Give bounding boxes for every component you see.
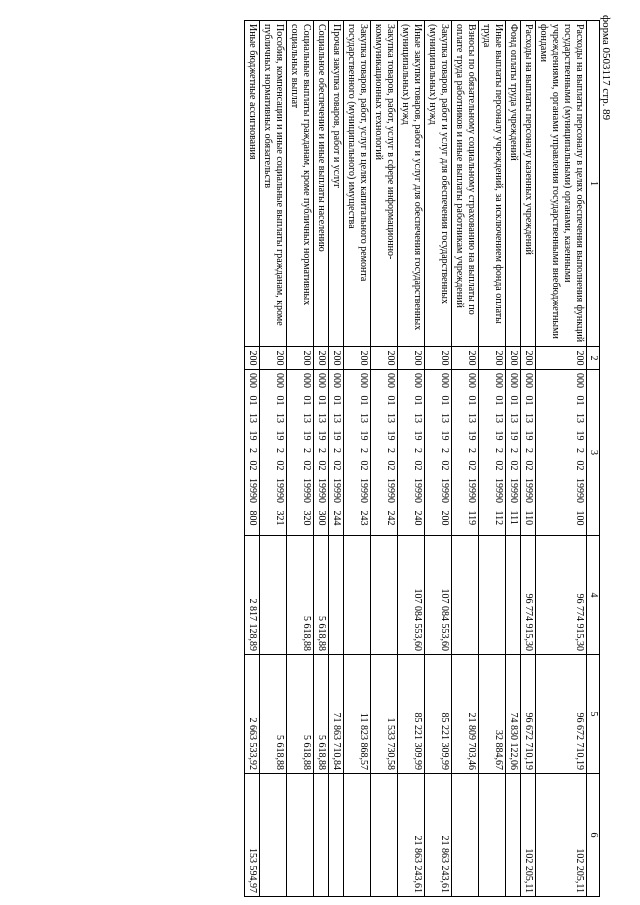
row-name-cell: Иные бюджетные ассигнования — [245, 21, 260, 347]
line-code-cell: 200 — [452, 347, 479, 370]
unexecuted-amount-cell — [506, 774, 521, 897]
approved-amount-cell — [371, 536, 398, 655]
approved-amount-cell: 2 817 128,89 — [245, 536, 260, 655]
form-label: форма 0503117 стр. 89 — [600, 15, 612, 121]
row-name-cell: Расходы на выплаты персоналу казенных учреждений — [521, 21, 536, 347]
unexecuted-amount-cell — [260, 774, 287, 897]
unexecuted-amount-cell — [344, 774, 371, 897]
approved-amount-cell: 5 618,88 — [314, 536, 329, 655]
budget-code-cell: 000 01 13 19 2 02 19990 320 — [287, 370, 314, 536]
executed-amount-cell: 5 618,88 — [287, 655, 314, 774]
table-row — [245, 21, 260, 897]
budget-code-cell: 000 01 13 19 2 02 19990 300 — [314, 370, 329, 536]
row-name-cell: Закупка товаров, работ, услуг в целях капитального ремонта государственного (муниципального) имущества — [344, 21, 371, 347]
unexecuted-amount-cell: 102 205,11 — [521, 774, 536, 897]
column-header: 6 — [587, 774, 600, 897]
table-row — [536, 21, 587, 897]
line-code-cell: 200 — [260, 347, 287, 370]
budget-code-cell: 000 01 13 19 2 02 19990 100 — [536, 370, 587, 536]
row-name-cell: Иные закупки товаров, работ и услуг для обеспечения государственных (муниципальных) нужд — [398, 21, 425, 347]
executed-amount-cell: 96 672 710,19 — [536, 655, 587, 774]
budget-code-cell: 000 01 13 19 2 02 19990 800 — [245, 370, 260, 536]
approved-amount-cell — [260, 536, 287, 655]
table-row — [287, 21, 314, 897]
approved-amount-cell: 96 774 915,30 — [521, 536, 536, 655]
unexecuted-amount-cell — [479, 774, 506, 897]
row-name-cell: Расходы на выплаты персоналу в целях обеспечения выполнения функций государственными (муниципальными) органами, казенными учреждениями, органами управления государственными внебюджетными фондами — [536, 21, 587, 347]
column-number-row — [587, 21, 600, 897]
table-row — [506, 21, 521, 897]
column-header: 5 — [587, 655, 600, 774]
executed-amount-cell: 21 809 703,46 — [452, 655, 479, 774]
table-row — [398, 21, 425, 897]
row-name-cell: Прочая закупка товаров, работ и услуг — [329, 21, 344, 347]
line-code-cell: 200 — [314, 347, 329, 370]
row-name-cell: Пособия, компенсации и иные социальные выплаты гражданам, кроме публичных нормативных обязательств — [260, 21, 287, 347]
approved-amount-cell — [506, 536, 521, 655]
row-name-cell: Социальные выплаты гражданам, кроме публичных нормативных социальных выплат — [287, 21, 314, 347]
line-code-cell: 200 — [344, 347, 371, 370]
approved-amount-cell — [452, 536, 479, 655]
unexecuted-amount-cell: 21 863 243,61 — [398, 774, 425, 897]
budget-code-cell: 000 01 13 19 2 02 19990 244 — [329, 370, 344, 536]
approved-amount-cell: 107 084 553,60 — [425, 536, 452, 655]
unexecuted-amount-cell — [371, 774, 398, 897]
executed-amount-cell: 5 618,88 — [314, 655, 329, 774]
line-code-cell: 200 — [506, 347, 521, 370]
column-header: 2 — [587, 347, 600, 370]
executed-amount-cell: 32 884,67 — [479, 655, 506, 774]
table-row — [452, 21, 479, 897]
row-name-cell: Взносы по обязательному социальному страхованию на выплаты по оплате труда работников и иные выплаты работникам учреждений — [452, 21, 479, 347]
table-row — [371, 21, 398, 897]
unexecuted-amount-cell — [287, 774, 314, 897]
table-body — [245, 21, 587, 897]
unexecuted-amount-cell: 21 863 243,61 — [425, 774, 452, 897]
approved-amount-cell — [329, 536, 344, 655]
table-row — [425, 21, 452, 897]
unexecuted-amount-cell: 102 205,11 — [536, 774, 587, 897]
budget-code-cell: 000 01 13 19 2 02 19990 240 — [398, 370, 425, 536]
executed-amount-cell: 5 618,88 — [260, 655, 287, 774]
unexecuted-amount-cell: 153 594,97 — [245, 774, 260, 897]
unexecuted-amount-cell — [314, 774, 329, 897]
executed-amount-cell: 2 663 533,92 — [245, 655, 260, 774]
report-page — [70, 20, 600, 893]
line-code-cell: 200 — [371, 347, 398, 370]
budget-code-cell: 000 01 13 19 2 02 19990 242 — [371, 370, 398, 536]
approved-amount-cell — [479, 536, 506, 655]
column-header: 3 — [587, 370, 600, 536]
row-name-cell: Закупка товаров, работ и услуг для обеспечения государственных (муниципальных) нужд — [425, 21, 452, 347]
table-row — [344, 21, 371, 897]
line-code-cell: 200 — [287, 347, 314, 370]
table-row — [260, 21, 287, 897]
table-row — [521, 21, 536, 897]
approved-amount-cell — [344, 536, 371, 655]
executed-amount-cell: 71 863 710,84 — [329, 655, 344, 774]
line-code-cell: 200 — [536, 347, 587, 370]
approved-amount-cell: 5 618,88 — [287, 536, 314, 655]
line-code-cell: 200 — [479, 347, 506, 370]
budget-code-cell: 000 01 13 19 2 02 19990 321 — [260, 370, 287, 536]
line-code-cell: 200 — [425, 347, 452, 370]
unexecuted-amount-cell — [452, 774, 479, 897]
executed-amount-cell: 1 533 730,58 — [371, 655, 398, 774]
unexecuted-amount-cell — [329, 774, 344, 897]
expenditure-table — [244, 20, 600, 897]
line-code-cell: 200 — [245, 347, 260, 370]
row-name-cell: Фонд оплаты труда учреждений — [506, 21, 521, 347]
executed-amount-cell: 74 830 122,06 — [506, 655, 521, 774]
executed-amount-cell: 85 221 309,99 — [425, 655, 452, 774]
column-header: 4 — [587, 536, 600, 655]
approved-amount-cell: 107 084 553,60 — [398, 536, 425, 655]
executed-amount-cell: 11 823 868,57 — [344, 655, 371, 774]
budget-code-cell: 000 01 13 19 2 02 19990 200 — [425, 370, 452, 536]
approved-amount-cell: 96 774 915,30 — [536, 536, 587, 655]
table-row — [479, 21, 506, 897]
budget-code-cell: 000 01 13 19 2 02 19990 110 — [521, 370, 536, 536]
table-row — [314, 21, 329, 897]
line-code-cell: 200 — [329, 347, 344, 370]
budget-code-cell: 000 01 13 19 2 02 19990 112 — [479, 370, 506, 536]
row-name-cell: Закупка товаров, работ, услуг в сфере информационно-коммуникационных технологий — [371, 21, 398, 347]
column-header: 1 — [587, 21, 600, 347]
budget-code-cell: 000 01 13 19 2 02 19990 111 — [506, 370, 521, 536]
executed-amount-cell: 96 672 710,19 — [521, 655, 536, 774]
budget-code-cell: 000 01 13 19 2 02 19990 119 — [452, 370, 479, 536]
table-row — [329, 21, 344, 897]
line-code-cell: 200 — [521, 347, 536, 370]
budget-code-cell: 000 01 13 19 2 02 19990 243 — [344, 370, 371, 536]
row-name-cell: Социальное обеспечение и иные выплаты населению — [314, 21, 329, 347]
line-code-cell: 200 — [398, 347, 425, 370]
executed-amount-cell: 85 221 309,99 — [398, 655, 425, 774]
row-name-cell: Иные выплаты персоналу учреждений, за исключением фонда оплаты труда — [479, 21, 506, 347]
